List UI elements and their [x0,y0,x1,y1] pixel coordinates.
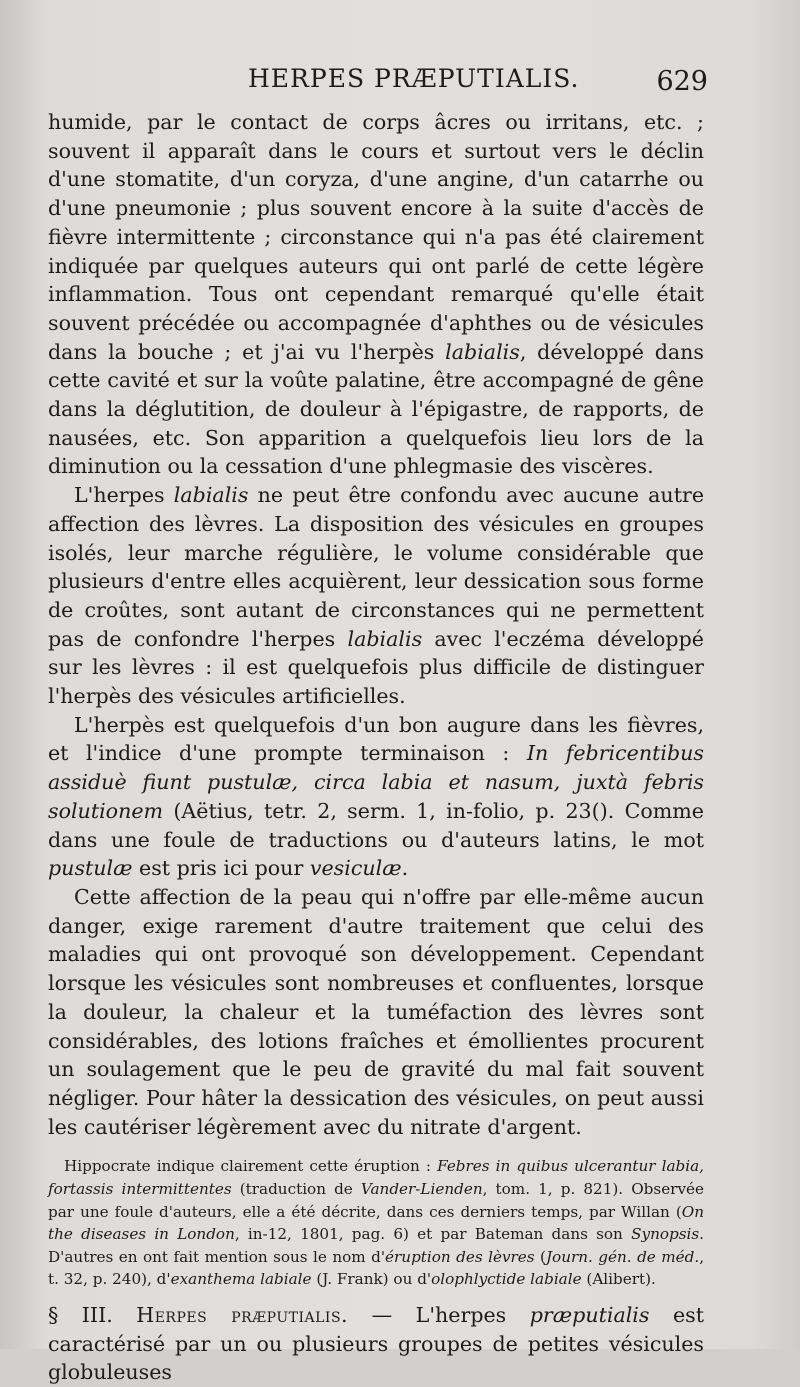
section-italic: præputialis [529,1302,650,1327]
text-run: (Aëtius, tetr. 2, serm. 1, in-folio, p. 23(). Comme dans une foule de traductions ou d'auteurs latins, le mot [48,798,704,852]
section-run: — L'herpes [348,1302,530,1327]
footnote-italic: éruption des lèvres [385,1247,535,1266]
section-number: § III. [48,1302,113,1327]
paragraph [48,883,704,1141]
text-run: L'herpes [74,483,174,508]
footnote-italic: Febres in quibus ulcerantur labia, fortassis intermittentes [48,1157,704,1198]
text-run: L'herpès est quelquefois d'un bon augure dans les fièvres, et l'indice d'une prompte terminaison : [48,712,704,766]
footnote-italic: Vander-Lienden [360,1179,483,1198]
paragraph [48,481,704,711]
footnote-italic: Journ. gén. de méd. [545,1247,700,1266]
section-run: est caractérisé par un ou plusieurs groupes de petites vésicules globuleuses [48,1302,704,1385]
footnote-run: , tom. 1, p. 821). Observée par une foule d'auteurs, elle a été décrite, dans ces derniers temps, par Willan ( [48,1179,704,1221]
text-run: avec l'eczéma développé sur les lèvres : il est quelquefois plus difficile de distinguer l'herpès des vésicules artificielles. [48,626,704,709]
text-run: , développé dans cette cavité et sur la voûte palatine, être accompagné de gêne dans la déglutition, de douleur à l'épigastre, de rapports, de nausées, etc. Son apparition a quelquefois lieu lors de la diminution ou la cessation d'une phlegmasie des viscères. [48,339,704,479]
footnote-run: , in-12, 1801, pag. 6) et par Bateman dans son [234,1225,632,1244]
section-start [48,1301,704,1387]
footnote-run: (J. Frank) ou d' [311,1270,432,1289]
text-run: ne peut être confondu avec aucune autre affection des lèvres. La disposition des vésicules en groupes isolés, leur marche régulière, le volume considérable que plusieurs d'entre elles acquièrent, leur dessication sous forme de croûtes, sont autant de circonstances qui ne permettent pas de confondre l'herpes [48,483,705,651]
text-italic: In febricentibus assiduè fiunt pustulæ, circa labia et nasum, juxtà febris solutionem [48,741,704,823]
running-title: HERPES PRÆPUTIALIS. [248,64,580,93]
text-italic: pustulæ [48,856,133,881]
running-header [208,64,708,108]
footnote-run: Hippocrate indique clairement cette éruption : [64,1157,438,1176]
text-italic: labialis [347,626,423,651]
section-heading: Herpes præputialis. [136,1302,349,1327]
paragraph [48,711,704,883]
footnote-run: (Alibert). [581,1270,656,1289]
text-italic: labialis [173,483,249,508]
footnote-italic: Synopsis [631,1225,700,1244]
footnote-run: . D'autres en ont fait mention sous le nom d' [48,1225,704,1266]
paragraph [48,108,704,481]
text-run: Cette affection de la peau qui n'offre par elle-même aucun danger, exige rarement d'autre traitement que celui des maladies qui ont provoqué son développement. Cependant lorsque les vésicules sont nombreuses et confluentes, lorsque la douleur, la chaleur et la tuméfaction des lèvres sont considérables, des lotions fraîches et émollientes procurent un soulagement que le peu de gravité du mal fait souvent négliger. Pour hâter la dessication des vésicules, on peut aussi les cautériser légèrement avec du nitrate d'argent. [48,884,704,1139]
footnote-run: (traduction de [231,1179,361,1198]
footnote-run: ( [534,1247,546,1266]
footnote-italic: olophlyctide labiale [431,1270,582,1289]
text-italic: labialis [445,339,520,364]
footnote-italic: On the diseases in London [48,1202,704,1244]
page-number: 629 [656,66,708,97]
text-run: humide, par le contact de corps âcres ou irritans, etc. ; souvent il apparaît dans le cours et surtout vers le déclin d'une stomatite, d'un coryza, d'une angine, d'un catarrhe ou d'une pneumonie ; plus souvent encore à la suite d'accès de fièvre intermittente ; circonstance qui n'a pas été clairement indiquée par quelques auteurs qui ont parlé de cette légère inflammation. Tous ont cependant remarqué qu'elle était souvent précédée ou accompagnée d'aphthes ou de vésicules dans la bouche ; et j'ai vu l'herpès [48,110,704,364]
section-paragraph [48,1301,704,1387]
footnote [48,1155,704,1291]
footnote-italic: exanthema labiale [170,1270,312,1289]
text-run: . [401,856,409,881]
footnote-text [48,1155,704,1291]
main-text [48,108,704,1141]
text-run: est pris ici pour [132,856,310,881]
footnote-run: , t. 32, p. 240), d' [48,1247,705,1289]
text-italic: vesiculæ [309,856,402,881]
